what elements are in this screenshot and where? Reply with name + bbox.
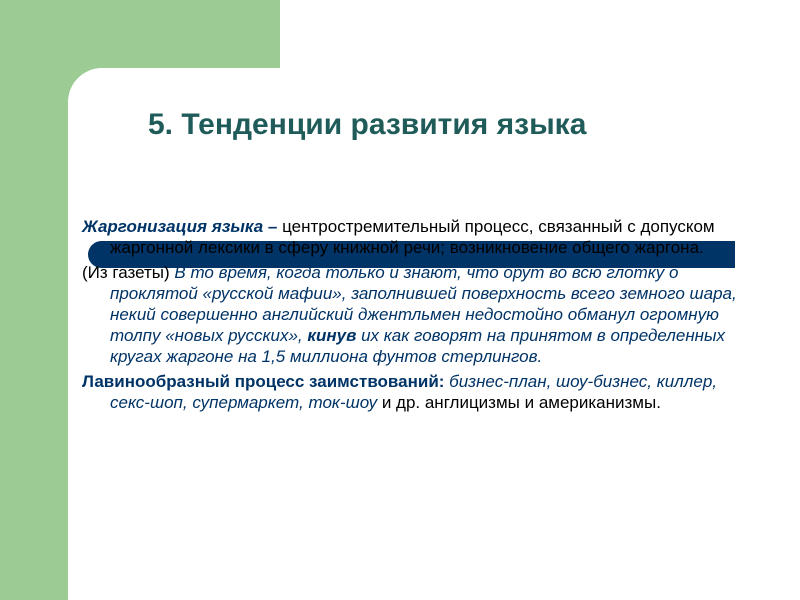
paragraph-borrowings: [82, 371, 742, 413]
quote-source: (Из газеты): [82, 263, 170, 282]
term-jargonization: Жаргонизация языка –: [82, 217, 278, 236]
borrowing-examples: бизнес-план, шоу-бизнес, киллер, секс-шоп, супермаркет, ток-шоу: [110, 372, 717, 412]
borrowings-summary: и др. англицизмы и американизмы.: [377, 393, 661, 412]
slide-title: 5. Тенденции развития языка: [148, 108, 587, 141]
paragraph-newspaper-quote: [82, 262, 742, 367]
quote-text-part1: В то время, когда только и знают, что орут во всю глотку о проклятой «русской мафии», заполнившей поверхность всего земного шара, некий совершенно английский джентльмен недостойно обманул огромную толпу «новых русских»,: [110, 263, 737, 345]
quote-text-part2: их как говорят на принятом в определенных кругах жаргоне на 1,5 миллиона фунтов стерлингов.: [110, 326, 726, 366]
paragraph-jargonization: [82, 216, 742, 258]
quote-highlight-word: кинув: [307, 326, 357, 345]
definition-jargonization: центростремительный процесс, связанный с допуском жаргонной лексики в сферу книжной речи; возникновение общего жаргона.: [110, 217, 715, 257]
term-borrowings: Лавинообразный процесс заимствований:: [82, 372, 445, 391]
slide-body: [82, 216, 742, 417]
decor-green-strip: [0, 0, 68, 600]
